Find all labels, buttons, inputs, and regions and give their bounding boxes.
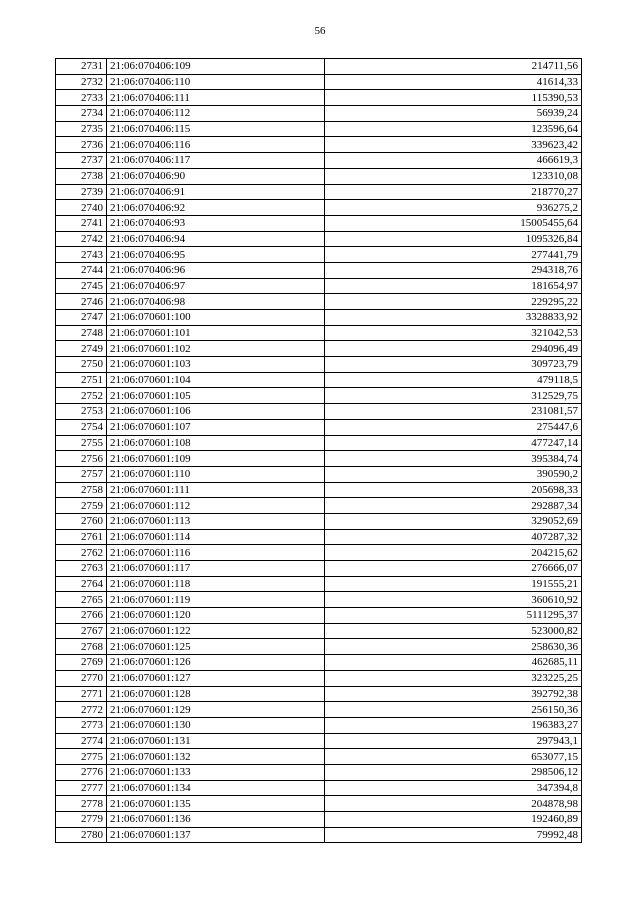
row-number-cell: 2752 xyxy=(56,388,107,404)
cadastral-number-cell: 21:06:070406:110 xyxy=(107,74,325,90)
page-number: 56 xyxy=(314,25,326,37)
table-row xyxy=(56,686,582,702)
table-row xyxy=(56,310,582,326)
cadastral-value-cell: 298506,12 xyxy=(325,764,582,780)
row-number-cell: 2766 xyxy=(56,608,107,624)
table-row xyxy=(56,466,582,482)
cadastral-number-cell: 21:06:070601:112 xyxy=(107,498,325,514)
cadastral-value-cell: 395384,74 xyxy=(325,451,582,467)
table-row xyxy=(56,576,582,592)
table-row xyxy=(56,357,582,373)
row-number-cell: 2758 xyxy=(56,482,107,498)
row-number-cell: 2764 xyxy=(56,576,107,592)
table-row xyxy=(56,812,582,828)
cadastral-number-cell: 21:06:070601:125 xyxy=(107,639,325,655)
cadastral-value-cell: 347394,8 xyxy=(325,780,582,796)
table-row xyxy=(56,90,582,106)
table-row xyxy=(56,404,582,420)
cadastral-number-cell: 21:06:070601:111 xyxy=(107,482,325,498)
cadastral-number-cell: 21:06:070601:131 xyxy=(107,733,325,749)
cadastral-value-cell: 936275,2 xyxy=(325,200,582,216)
cadastral-number-cell: 21:06:070601:134 xyxy=(107,780,325,796)
cadastral-number-cell: 21:06:070406:95 xyxy=(107,247,325,263)
table-row xyxy=(56,388,582,404)
cadastral-number-cell: 21:06:070601:126 xyxy=(107,655,325,671)
table-row xyxy=(56,545,582,561)
cadastral-value-cell: 294318,76 xyxy=(325,262,582,278)
cadastral-value-cell: 309723,79 xyxy=(325,357,582,373)
table-body xyxy=(56,59,582,843)
cadastral-value-cell: 123310,08 xyxy=(325,168,582,184)
cadastral-value-cell: 256150,36 xyxy=(325,702,582,718)
row-number-cell: 2735 xyxy=(56,121,107,137)
cadastral-value-cell: 323225,25 xyxy=(325,670,582,686)
row-number-cell: 2745 xyxy=(56,278,107,294)
cadastral-number-cell: 21:06:070601:104 xyxy=(107,372,325,388)
table-row xyxy=(56,372,582,388)
row-number-cell: 2747 xyxy=(56,310,107,326)
row-number-cell: 2761 xyxy=(56,529,107,545)
cadastral-number-cell: 21:06:070406:116 xyxy=(107,137,325,153)
cadastral-number-cell: 21:06:070601:109 xyxy=(107,451,325,467)
row-number-cell: 2732 xyxy=(56,74,107,90)
row-number-cell: 2743 xyxy=(56,247,107,263)
cadastral-value-cell: 1095326,84 xyxy=(325,231,582,247)
cadastral-value-table xyxy=(55,58,582,843)
row-number-cell: 2739 xyxy=(56,184,107,200)
cadastral-value-cell: 123596,64 xyxy=(325,121,582,137)
row-number-cell: 2748 xyxy=(56,325,107,341)
table-row xyxy=(56,702,582,718)
table-row xyxy=(56,639,582,655)
cadastral-number-cell: 21:06:070601:127 xyxy=(107,670,325,686)
row-number-cell: 2777 xyxy=(56,780,107,796)
cadastral-number-cell: 21:06:070601:133 xyxy=(107,764,325,780)
row-number-cell: 2737 xyxy=(56,153,107,169)
cadastral-value-cell: 297943,1 xyxy=(325,733,582,749)
table-row xyxy=(56,827,582,843)
cadastral-number-cell: 21:06:070601:106 xyxy=(107,404,325,420)
cadastral-number-cell: 21:06:070406:94 xyxy=(107,231,325,247)
cadastral-value-cell: 56939,24 xyxy=(325,106,582,122)
table-row xyxy=(56,215,582,231)
row-number-cell: 2772 xyxy=(56,702,107,718)
row-number-cell: 2742 xyxy=(56,231,107,247)
cadastral-number-cell: 21:06:070601:114 xyxy=(107,529,325,545)
row-number-cell: 2771 xyxy=(56,686,107,702)
cadastral-value-cell: 5111295,37 xyxy=(325,608,582,624)
table-row xyxy=(56,153,582,169)
cadastral-number-cell: 21:06:070406:97 xyxy=(107,278,325,294)
row-number-cell: 2755 xyxy=(56,435,107,451)
table-row xyxy=(56,341,582,357)
cadastral-value-cell: 41614,33 xyxy=(325,74,582,90)
table-row xyxy=(56,168,582,184)
cadastral-value-cell: 231081,57 xyxy=(325,404,582,420)
cadastral-number-cell: 21:06:070601:117 xyxy=(107,561,325,577)
cadastral-value-cell: 312529,75 xyxy=(325,388,582,404)
cadastral-value-cell: 523000,82 xyxy=(325,623,582,639)
cadastral-value-cell: 258630,36 xyxy=(325,639,582,655)
cadastral-number-cell: 21:06:070406:112 xyxy=(107,106,325,122)
row-number-cell: 2780 xyxy=(56,827,107,843)
row-number-cell: 2734 xyxy=(56,106,107,122)
cadastral-value-cell: 329052,69 xyxy=(325,513,582,529)
row-number-cell: 2749 xyxy=(56,341,107,357)
table-row xyxy=(56,231,582,247)
cadastral-value-cell: 192460,89 xyxy=(325,812,582,828)
row-number-cell: 2774 xyxy=(56,733,107,749)
cadastral-number-cell: 21:06:070601:113 xyxy=(107,513,325,529)
cadastral-number-cell: 21:06:070406:111 xyxy=(107,90,325,106)
cadastral-value-cell: 204878,98 xyxy=(325,796,582,812)
cadastral-number-cell: 21:06:070601:120 xyxy=(107,608,325,624)
cadastral-value-cell: 79992,48 xyxy=(325,827,582,843)
table-row xyxy=(56,561,582,577)
cadastral-number-cell: 21:06:070601:136 xyxy=(107,812,325,828)
row-number-cell: 2759 xyxy=(56,498,107,514)
cadastral-value-cell: 229295,22 xyxy=(325,294,582,310)
cadastral-number-cell: 21:06:070406:96 xyxy=(107,262,325,278)
cadastral-number-cell: 21:06:070406:91 xyxy=(107,184,325,200)
row-number-cell: 2773 xyxy=(56,717,107,733)
cadastral-number-cell: 21:06:070406:115 xyxy=(107,121,325,137)
table-row xyxy=(56,325,582,341)
cadastral-value-cell: 407287,32 xyxy=(325,529,582,545)
cadastral-number-cell: 21:06:070601:108 xyxy=(107,435,325,451)
table-row xyxy=(56,780,582,796)
cadastral-number-cell: 21:06:070601:101 xyxy=(107,325,325,341)
cadastral-value-cell: 204215,62 xyxy=(325,545,582,561)
cadastral-number-cell: 21:06:070601:122 xyxy=(107,623,325,639)
cadastral-number-cell: 21:06:070601:135 xyxy=(107,796,325,812)
row-number-cell: 2767 xyxy=(56,623,107,639)
cadastral-number-cell: 21:06:070601:100 xyxy=(107,310,325,326)
table-row xyxy=(56,764,582,780)
table-row xyxy=(56,74,582,90)
table-row xyxy=(56,59,582,75)
cadastral-number-cell: 21:06:070601:118 xyxy=(107,576,325,592)
cadastral-value-cell: 294096,49 xyxy=(325,341,582,357)
cadastral-value-cell: 196383,27 xyxy=(325,717,582,733)
cadastral-number-cell: 21:06:070601:116 xyxy=(107,545,325,561)
row-number-cell: 2765 xyxy=(56,592,107,608)
cadastral-number-cell: 21:06:070601:137 xyxy=(107,827,325,843)
cadastral-value-cell: 292887,34 xyxy=(325,498,582,514)
table-row xyxy=(56,294,582,310)
cadastral-value-cell: 477247,14 xyxy=(325,435,582,451)
cadastral-number-cell: 21:06:070406:98 xyxy=(107,294,325,310)
row-number-cell: 2751 xyxy=(56,372,107,388)
table-row xyxy=(56,717,582,733)
row-number-cell: 2768 xyxy=(56,639,107,655)
row-number-cell: 2775 xyxy=(56,749,107,765)
row-number-cell: 2763 xyxy=(56,561,107,577)
table-row xyxy=(56,200,582,216)
cadastral-value-cell: 321042,53 xyxy=(325,325,582,341)
row-number-cell: 2741 xyxy=(56,215,107,231)
cadastral-value-cell: 15005455,64 xyxy=(325,215,582,231)
row-number-cell: 2769 xyxy=(56,655,107,671)
table-row xyxy=(56,435,582,451)
table-row xyxy=(56,106,582,122)
cadastral-number-cell: 21:06:070601:103 xyxy=(107,357,325,373)
table-row xyxy=(56,733,582,749)
cadastral-value-cell: 462685,11 xyxy=(325,655,582,671)
cadastral-value-cell: 275447,6 xyxy=(325,419,582,435)
row-number-cell: 2757 xyxy=(56,466,107,482)
cadastral-number-cell: 21:06:070601:132 xyxy=(107,749,325,765)
cadastral-value-cell: 466619,3 xyxy=(325,153,582,169)
table-row xyxy=(56,184,582,200)
row-number-cell: 2740 xyxy=(56,200,107,216)
row-number-cell: 2778 xyxy=(56,796,107,812)
table-row xyxy=(56,655,582,671)
row-number-cell: 2760 xyxy=(56,513,107,529)
table-row xyxy=(56,278,582,294)
cadastral-number-cell: 21:06:070406:93 xyxy=(107,215,325,231)
cadastral-value-cell: 390590,2 xyxy=(325,466,582,482)
row-number-cell: 2746 xyxy=(56,294,107,310)
cadastral-number-cell: 21:06:070406:109 xyxy=(107,59,325,75)
row-number-cell: 2779 xyxy=(56,812,107,828)
table-row xyxy=(56,451,582,467)
cadastral-number-cell: 21:06:070601:102 xyxy=(107,341,325,357)
cadastral-value-cell: 360610,92 xyxy=(325,592,582,608)
row-number-cell: 2738 xyxy=(56,168,107,184)
table-row xyxy=(56,262,582,278)
cadastral-value-cell: 181654,97 xyxy=(325,278,582,294)
cadastral-number-cell: 21:06:070601:107 xyxy=(107,419,325,435)
table-row xyxy=(56,513,582,529)
table-row xyxy=(56,623,582,639)
cadastral-value-cell: 205698,33 xyxy=(325,482,582,498)
row-number-cell: 2736 xyxy=(56,137,107,153)
row-number-cell: 2754 xyxy=(56,419,107,435)
cadastral-value-cell: 115390,53 xyxy=(325,90,582,106)
row-number-cell: 2753 xyxy=(56,404,107,420)
table-row xyxy=(56,121,582,137)
table-row xyxy=(56,498,582,514)
row-number-cell: 2744 xyxy=(56,262,107,278)
cadastral-number-cell: 21:06:070601:128 xyxy=(107,686,325,702)
cadastral-number-cell: 21:06:070601:129 xyxy=(107,702,325,718)
cadastral-value-cell: 214711,56 xyxy=(325,59,582,75)
cadastral-number-cell: 21:06:070601:105 xyxy=(107,388,325,404)
table-row xyxy=(56,247,582,263)
cadastral-number-cell: 21:06:070601:110 xyxy=(107,466,325,482)
row-number-cell: 2731 xyxy=(56,59,107,75)
cadastral-value-cell: 3328833,92 xyxy=(325,310,582,326)
table-row xyxy=(56,529,582,545)
cadastral-number-cell: 21:06:070406:117 xyxy=(107,153,325,169)
table-row xyxy=(56,592,582,608)
row-number-cell: 2750 xyxy=(56,357,107,373)
row-number-cell: 2762 xyxy=(56,545,107,561)
cadastral-number-cell: 21:06:070601:119 xyxy=(107,592,325,608)
cadastral-value-cell: 339623,42 xyxy=(325,137,582,153)
cadastral-number-cell: 21:06:070406:90 xyxy=(107,168,325,184)
row-number-cell: 2756 xyxy=(56,451,107,467)
row-number-cell: 2770 xyxy=(56,670,107,686)
cadastral-value-cell: 479118,5 xyxy=(325,372,582,388)
table-row xyxy=(56,137,582,153)
row-number-cell: 2776 xyxy=(56,764,107,780)
row-number-cell: 2733 xyxy=(56,90,107,106)
cadastral-number-cell: 21:06:070601:130 xyxy=(107,717,325,733)
cadastral-value-cell: 218770,27 xyxy=(325,184,582,200)
cadastral-value-cell: 392792,38 xyxy=(325,686,582,702)
table-row xyxy=(56,749,582,765)
table-row xyxy=(56,796,582,812)
cadastral-number-cell: 21:06:070406:92 xyxy=(107,200,325,216)
cadastral-value-cell: 276666,07 xyxy=(325,561,582,577)
cadastral-value-cell: 191555,21 xyxy=(325,576,582,592)
table-row xyxy=(56,670,582,686)
table-row xyxy=(56,419,582,435)
table-row xyxy=(56,608,582,624)
cadastral-value-cell: 277441,79 xyxy=(325,247,582,263)
cadastral-value-cell: 653077,15 xyxy=(325,749,582,765)
table-row xyxy=(56,482,582,498)
